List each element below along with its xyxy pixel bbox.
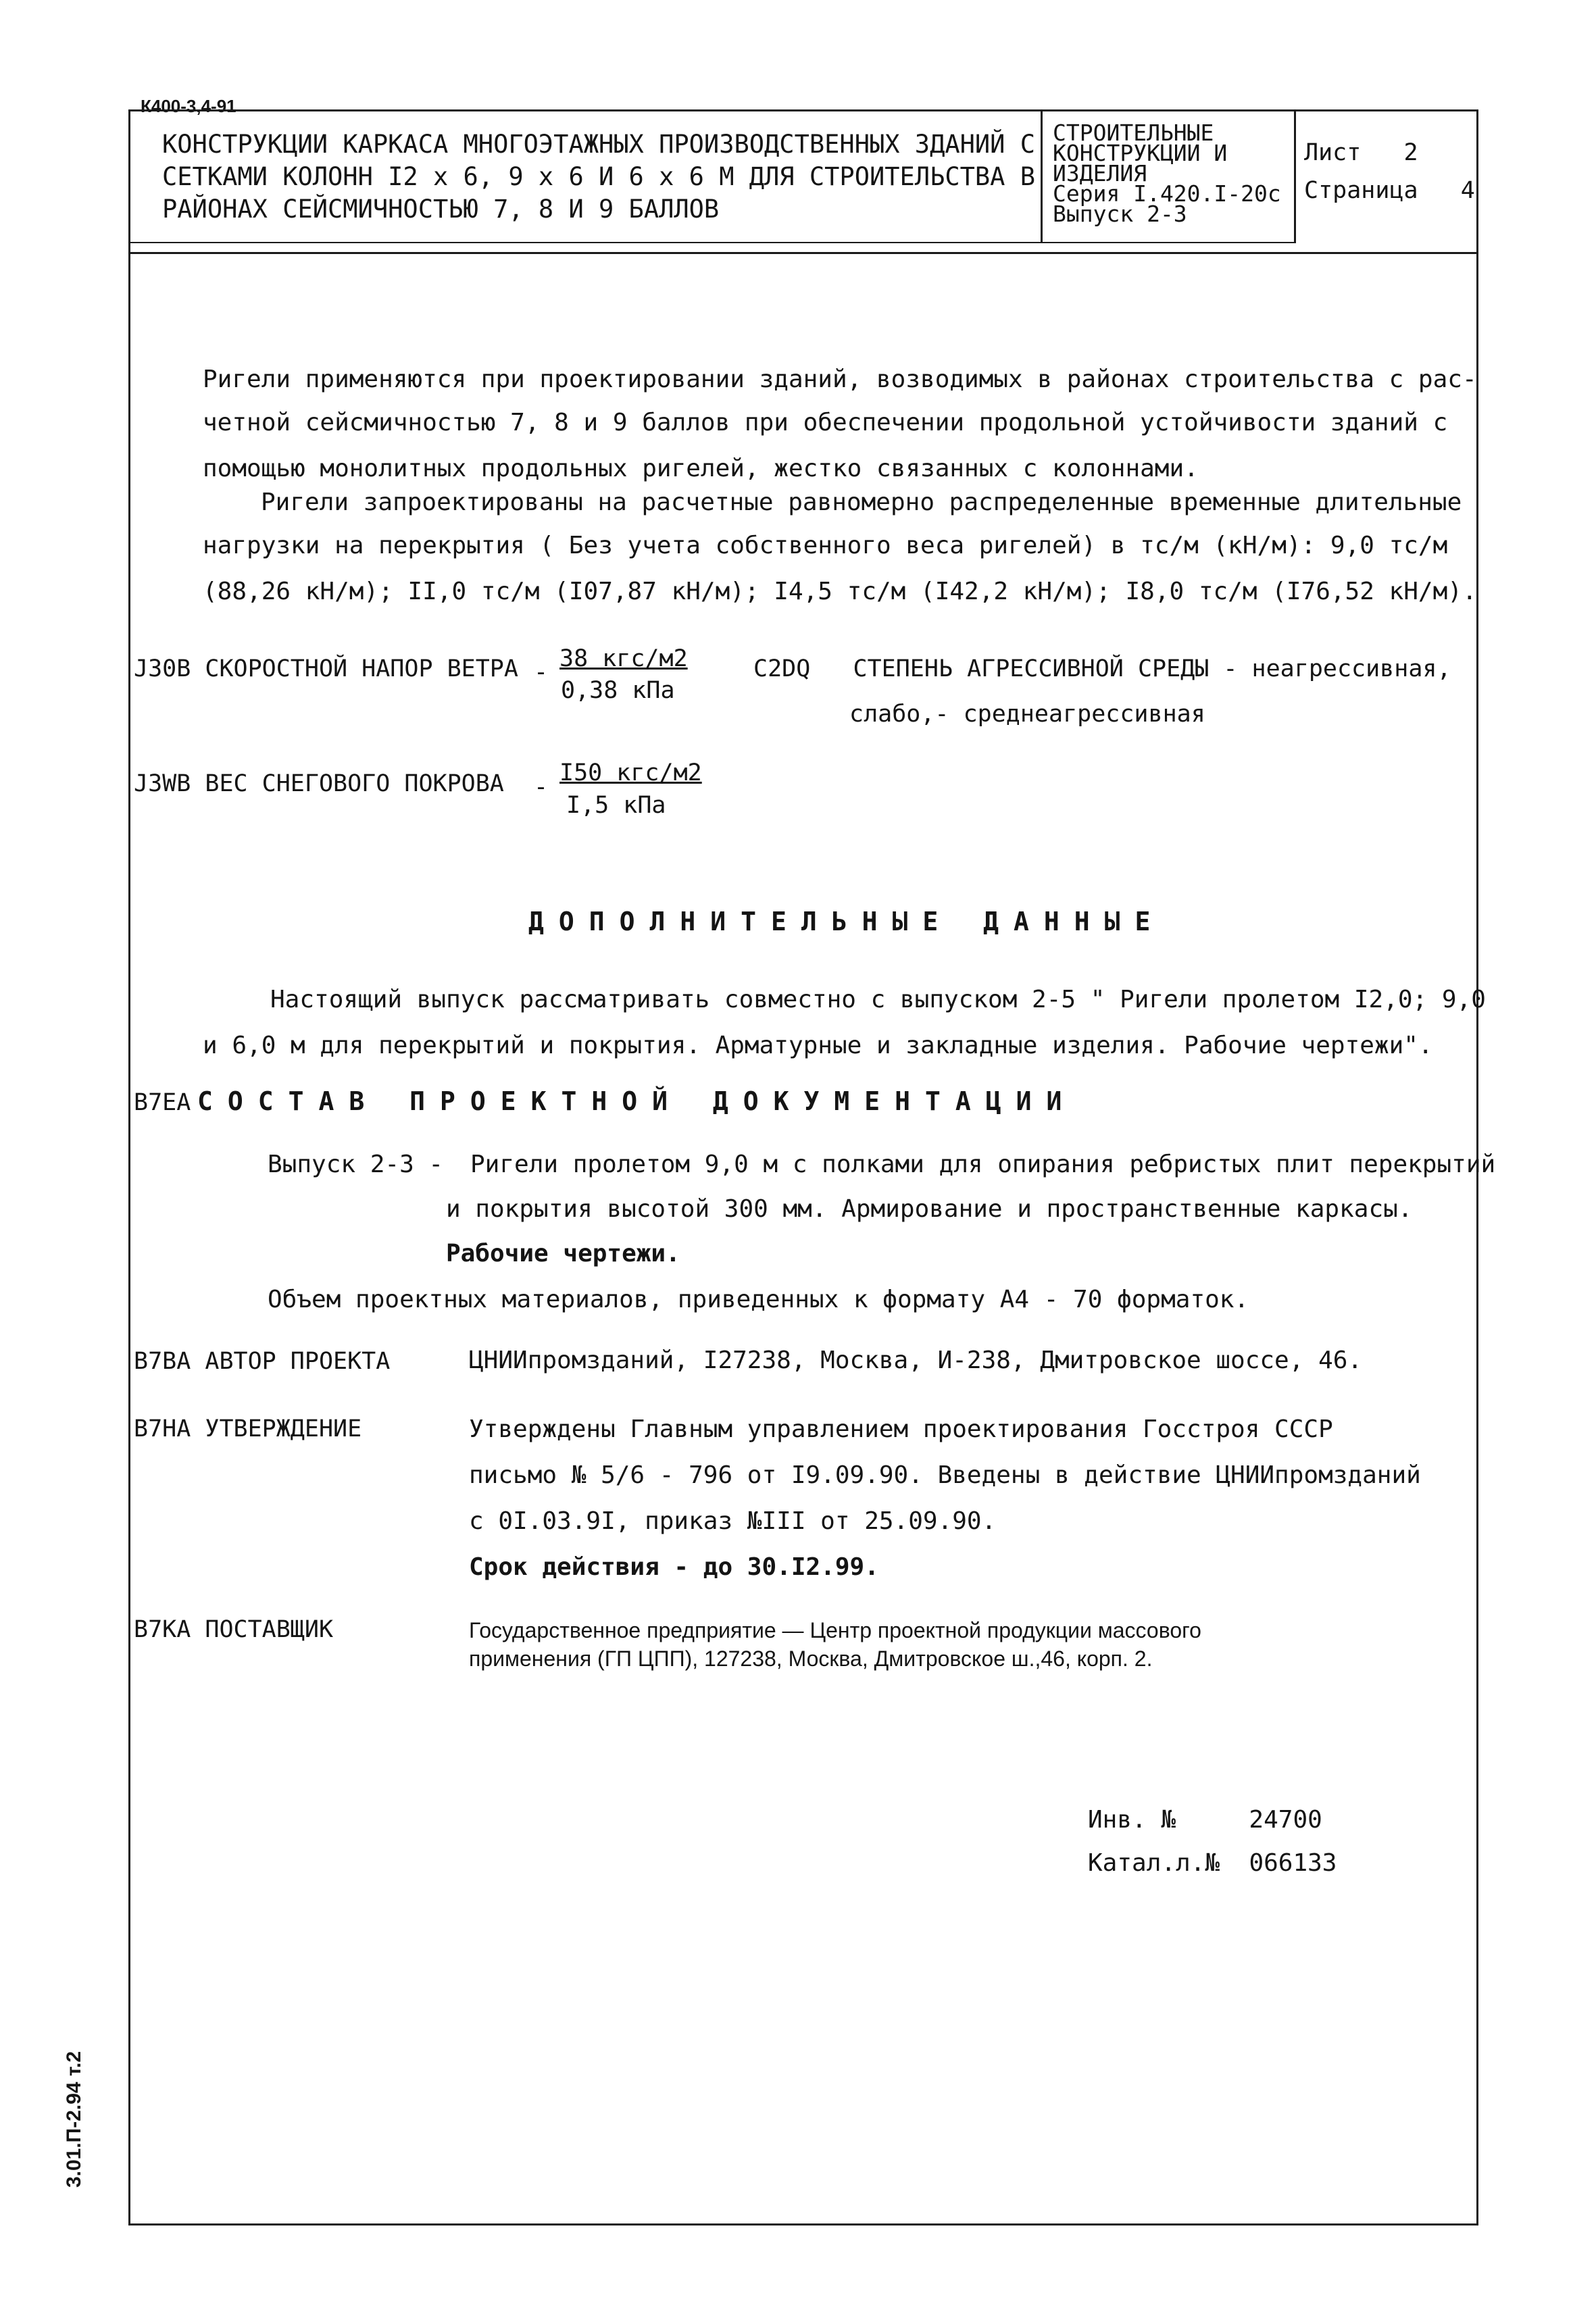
intro-paragraph-1 [203, 357, 1477, 403]
snow-dash: - [534, 774, 549, 801]
document-code: К400-3,4-91 [141, 96, 236, 116]
author-label: АВТОР ПРОЕКТА [205, 1348, 391, 1375]
side-stamp: 3.01.П-2.94 т.2 [63, 2051, 85, 2188]
header-issue: Выпуск 2-3 [1053, 201, 1187, 227]
intro-paragraph-1-cont [203, 400, 1447, 492]
composition-title: СОСТАВ ПРОЕКТНОЙ ДОКУМЕНТАЦИИ [197, 1086, 1077, 1116]
supplier-row [134, 1616, 333, 1643]
inventory-label: Инв. № [1088, 1806, 1176, 1834]
wind-dash: - [534, 659, 549, 686]
inventory-value: 24700 [1249, 1806, 1322, 1834]
approval-text [469, 1407, 1421, 1590]
catalog-value: 066133 [1249, 1849, 1337, 1877]
composition-header [134, 1086, 1076, 1116]
approval-line-1: Утверждены Главным управлением проектирования Госстроя СССР [469, 1415, 1333, 1443]
snow-value-top: I50 кгс/м2 [559, 759, 702, 786]
author-row [134, 1348, 390, 1375]
snow-code: J3WВ [134, 770, 191, 797]
header-mid-line-3: ИЗДЕЛИЯ [1053, 160, 1147, 186]
approval-line-3: с 0I.03.9I, приказ №III от 25.09.90. [469, 1507, 997, 1535]
header-inner-rule [128, 242, 1296, 243]
approval-line-4: Срок действия - до 30.I2.99. [469, 1553, 879, 1581]
approval-code: В7НА [134, 1415, 191, 1442]
header-divider-1 [1041, 109, 1043, 243]
intro-p1-line-3: помощью монолитных продольных ригелей, жестко связанных с колоннами. [203, 455, 1199, 482]
wind-code: J30В [134, 655, 191, 682]
aggr-line-1: - неагрессивная, [1223, 655, 1451, 682]
intro-paragraph-2 [261, 480, 1462, 526]
supplier-line-1: Государственное предприятие — Центр проектной продукции массового [469, 1618, 1201, 1642]
header-mid-line-2: КОНСТРУКЦИИ И [1053, 140, 1228, 166]
intro-p2-line-3: (88,26 кН/м); II,0 тс/м (I07,87 кН/м); I4,5 тс/м (I42,2 кН/м); I8,0 тс/м (I76,52 кН/м). [203, 578, 1477, 605]
issue-desc-line-3: Рабочие чертежи. [446, 1240, 680, 1267]
approval-row [134, 1415, 361, 1442]
intro-paragraph-2-cont [203, 523, 1477, 615]
header-divider-2 [1294, 109, 1296, 243]
author-code: В7ВА [134, 1348, 191, 1375]
wind-row [134, 655, 518, 682]
sheet-value: 2 [1403, 139, 1418, 166]
issue-desc-line-1: Ригели пролетом 9,0 м с полками для опирания ребристых плит перекрытий [470, 1151, 1496, 1178]
header-title-line-3: РАЙОНАХ СЕЙСМИЧНОСТЬЮ 7, 8 И 9 БАЛЛОВ [162, 195, 720, 224]
snow-label: ВЕС СНЕГОВОГО ПОКРОВА [205, 770, 504, 797]
inventory-number [1088, 1797, 1322, 1843]
page-value: 4 [1460, 177, 1475, 204]
header-series-cell [1053, 120, 1281, 227]
page-label: Страница [1304, 177, 1418, 204]
approval-label: УТВЕРЖДЕНИЕ [205, 1415, 362, 1442]
issue-label: Выпуск 2-3 - [268, 1151, 444, 1178]
aggr-code: С2DQ [753, 655, 811, 682]
wind-value-bottom: 0,38 кПа [561, 677, 675, 704]
issue-desc-line-2: и покрытия высотой 300 мм. Армирование и пространственные каркасы. [446, 1195, 1413, 1223]
header-bottom-rule [128, 252, 1478, 254]
header-title-line-2: СЕТКАМИ КОЛОНН I2 х 6, 9 х 6 И 6 х 6 М ДЛЯ СТРОИТЕЛЬСТВА В [162, 162, 1036, 191]
aggr-line-2: слабо,- среднеагрессивная [849, 701, 1205, 728]
composition-code: В7ЕА [134, 1089, 191, 1116]
aggr-label: СТЕПЕНЬ АГРЕССИВНОЙ СРЕДЫ [853, 655, 1210, 682]
approval-line-2: письмо № 5/6 - 796 от I9.09.90. Введены в действие ЦНИИпромзданий [469, 1461, 1421, 1489]
header-title [162, 128, 1035, 226]
aggr-row [753, 655, 1451, 682]
header-sheet-cell [1304, 134, 1475, 209]
supplier-code: В7КА [134, 1616, 191, 1643]
catalog-number [1088, 1840, 1337, 1886]
additional-line-1: Настоящий выпуск рассматривать совместно с выпуском 2-5 " Ригели пролетом I2,0; 9,0 [270, 986, 1486, 1013]
wind-label: СКОРОСТНОЙ НАПОР ВЕТРА [205, 655, 518, 682]
catalog-label: Катал.л.№ [1088, 1849, 1220, 1877]
author-value: ЦНИИпромзданий, I27238, Москва, И-238, Дмитровское шоссе, 46. [469, 1347, 1363, 1374]
supplier-line-2: применения (ГП ЦПП), 127238, Москва, Дмитровское ш.,46, корп. 2. [469, 1646, 1153, 1671]
volume-line: Объем проектных материалов, приведенных к формату А4 - 70 форматок. [268, 1286, 1249, 1313]
supplier-label: ПОСТАВЩИК [205, 1616, 334, 1643]
intro-p2-line-2: нагрузки на перекрытия ( Без учета собственного веса ригелей) в тс/м (кН/м): 9,0 тс/м [203, 532, 1448, 559]
wind-value-top: 38 кгс/м2 [559, 645, 688, 672]
additional-line-2: и 6,0 м для перекрытий и покрытия. Арматурные и закладные изделия. Рабочие чертежи". [203, 1032, 1433, 1059]
intro-p1-line-1: Ригели применяются при проектировании зданий, возводимых в районах строительства с рас- [203, 366, 1477, 393]
header-mid-line-1: СТРОИТЕЛЬНЫЕ [1053, 120, 1214, 146]
intro-p1-line-2: четной сейсмичностью 7, 8 и 9 баллов при обеспечении продольной устойчивости зданий с [203, 409, 1448, 436]
header-series: Серия I.420.I-20с [1053, 180, 1281, 207]
supplier-text [469, 1616, 1201, 1673]
sheet-label: Лист [1304, 139, 1362, 166]
header-title-line-1: КОНСТРУКЦИИ КАРКАСА МНОГОЭТАЖНЫХ ПРОИЗВОДСТВЕННЫХ ЗДАНИЙ С [162, 130, 1036, 159]
additional-title: ДОПОЛНИТЕЛЬНЫЕ ДАННЫЕ [528, 907, 1166, 936]
intro-p2-line-1: Ригели запроектированы на расчетные равномерно распределенные временные длительные [261, 488, 1462, 516]
snow-row [134, 770, 504, 797]
snow-value-bottom: I,5 кПа [566, 792, 666, 819]
